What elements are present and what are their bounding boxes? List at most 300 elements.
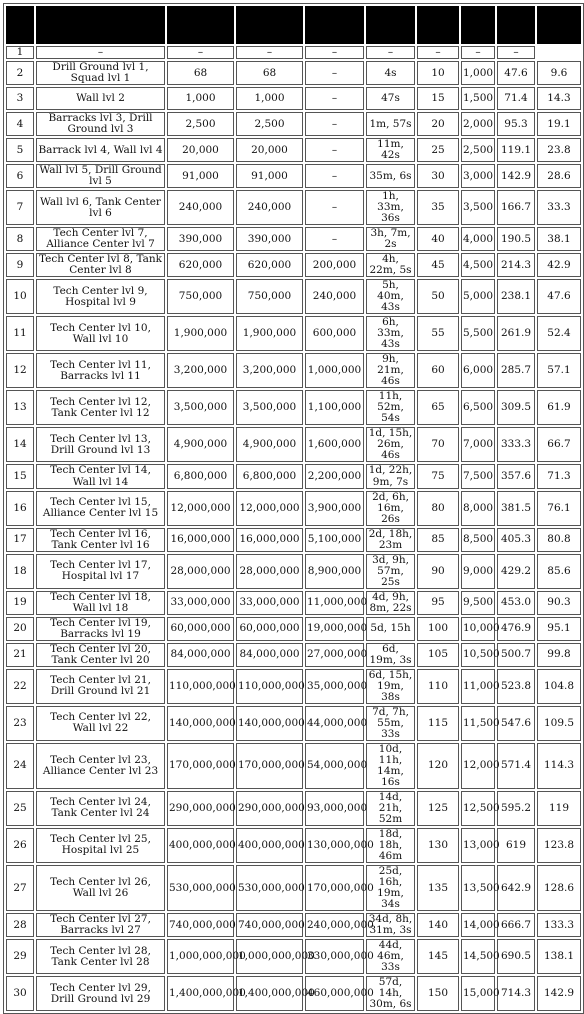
- cell-stat-2: 8,500: [461, 528, 495, 552]
- cell-resource-3: 44,000,000: [305, 706, 364, 741]
- cell-requirements: Tech Center lvl 7, Alliance Center lvl 7: [36, 227, 165, 251]
- cell-requirements: Tech Center lvl 20, Tank Center lvl 20: [36, 643, 165, 667]
- cell-stat-1: 120: [417, 743, 459, 789]
- cell-resource-3: 170,000,000: [305, 865, 364, 911]
- cell-resource-1: –: [167, 46, 234, 59]
- cell-time: 7d, 7h, 55m, 33s: [366, 706, 415, 741]
- cell-resource-3: 93,000,000: [305, 791, 364, 826]
- cell-resource-1: 290,000,000: [167, 791, 234, 826]
- cell-stat-2: 14,500: [461, 939, 495, 974]
- table-row: [6, 190, 581, 225]
- cell-stat-2: 11,000: [461, 669, 495, 704]
- cell-time: 10d, 11h, 14m, 16s: [366, 743, 415, 789]
- cell-stat-4: 133.3: [537, 913, 581, 937]
- cell-level: 2: [6, 61, 34, 85]
- cell-requirements: Barrack lvl 4, Wall lvl 4: [36, 138, 165, 162]
- header-cell-resource-3: [305, 6, 364, 44]
- cell-stat-4: 114.3: [537, 743, 581, 789]
- cell-resource-3: –: [305, 138, 364, 162]
- cell-stat-4: 138.1: [537, 939, 581, 974]
- cell-stat-1: 40: [417, 227, 459, 251]
- cell-resource-1: 1,000,000,000: [167, 939, 234, 974]
- cell-requirements: Tech Center lvl 16, Tank Center lvl 16: [36, 528, 165, 552]
- cell-level: 12: [6, 353, 34, 388]
- cell-time: –: [366, 46, 415, 59]
- cell-time: 4s: [366, 61, 415, 85]
- cell-resource-1: 4,900,000: [167, 427, 234, 462]
- cell-stat-4: 14.3: [537, 87, 581, 110]
- cell-resource-1: 84,000,000: [167, 643, 234, 667]
- cell-level: 17: [6, 528, 34, 552]
- cell-time: 6d, 19m, 3s: [366, 643, 415, 667]
- cell-stat-3: 214.3: [497, 253, 535, 277]
- cell-stat-1: 50: [417, 279, 459, 314]
- cell-stat-4: 47.6: [537, 279, 581, 314]
- cell-stat-4: 38.1: [537, 227, 581, 251]
- cell-time: 14d, 21h, 52m: [366, 791, 415, 826]
- cell-resource-3: 240,000,000: [305, 913, 364, 937]
- cell-resource-2: 530,000,000: [236, 865, 303, 911]
- cell-resource-3: –: [305, 112, 364, 136]
- table-row: [6, 253, 581, 277]
- table-row: [6, 865, 581, 911]
- cell-resource-3: –: [305, 164, 364, 188]
- cell-requirements: Wall lvl 6, Tank Center lvl 6: [36, 190, 165, 225]
- cell-stat-1: 60: [417, 353, 459, 388]
- cell-stat-2: 7,000: [461, 427, 495, 462]
- cell-level: 3: [6, 87, 34, 110]
- cell-requirements: Tech Center lvl 13, Drill Ground lvl 13: [36, 427, 165, 462]
- cell-stat-4: 28.6: [537, 164, 581, 188]
- cell-resource-3: –: [305, 190, 364, 225]
- table-row: [6, 828, 581, 863]
- cell-resource-1: 3,500,000: [167, 390, 234, 425]
- cell-resource-3: –: [305, 46, 364, 59]
- cell-resource-2: 1,400,000,000: [236, 976, 303, 1011]
- cell-stat-2: 3,500: [461, 190, 495, 225]
- cell-level: 18: [6, 554, 34, 589]
- table-row: [6, 46, 581, 59]
- cell-level: 4: [6, 112, 34, 136]
- table-row: [6, 976, 581, 1011]
- cell-stat-4: 57.1: [537, 353, 581, 388]
- table-row: [6, 464, 581, 488]
- table-row: [6, 669, 581, 704]
- cell-resource-1: 1,400,000,000: [167, 976, 234, 1011]
- table-row: [6, 591, 581, 615]
- cell-requirements: Tech Center lvl 12, Tank Center lvl 12: [36, 390, 165, 425]
- header-cell-stat-1: [417, 6, 459, 44]
- cell-stat-1: 95: [417, 591, 459, 615]
- cell-resource-2: 750,000: [236, 279, 303, 314]
- header-cell-requirements: [36, 6, 165, 44]
- cell-level: 29: [6, 939, 34, 974]
- cell-stat-3: 261.9: [497, 316, 535, 351]
- cell-level: 30: [6, 976, 34, 1011]
- cell-level: 7: [6, 190, 34, 225]
- cell-level: 8: [6, 227, 34, 251]
- header-cell-time: [366, 6, 415, 44]
- cell-level: 10: [6, 279, 34, 314]
- cell-requirements: Tech Center lvl 22, Wall lvl 22: [36, 706, 165, 741]
- cell-resource-1: 750,000: [167, 279, 234, 314]
- header-cell-stat-4: [537, 6, 581, 44]
- cell-stat-4: 85.6: [537, 554, 581, 589]
- cell-stat-1: 20: [417, 112, 459, 136]
- cell-resource-1: 28,000,000: [167, 554, 234, 589]
- cell-stat-1: 15: [417, 87, 459, 110]
- cell-stat-4: 99.8: [537, 643, 581, 667]
- table-row: [6, 617, 581, 641]
- cell-requirements: Barracks lvl 3, Drill Ground lvl 3: [36, 112, 165, 136]
- cell-time: 1h, 33m, 36s: [366, 190, 415, 225]
- cell-resource-3: 27,000,000: [305, 643, 364, 667]
- cell-resource-3: 1,000,000: [305, 353, 364, 388]
- cell-stat-1: 10: [417, 61, 459, 85]
- cell-level: 19: [6, 591, 34, 615]
- table-row: [6, 528, 581, 552]
- cell-stat-1: –: [417, 46, 459, 59]
- cell-resource-3: 19,000,000: [305, 617, 364, 641]
- cell-resource-1: 740,000,000: [167, 913, 234, 937]
- cell-level: 6: [6, 164, 34, 188]
- cell-stat-4: 123.8: [537, 828, 581, 863]
- table-row: [6, 61, 581, 85]
- cell-time: 4h, 22m, 5s: [366, 253, 415, 277]
- cell-stat-3: 500.7: [497, 643, 535, 667]
- cell-resource-2: 400,000,000: [236, 828, 303, 863]
- cell-resource-1: 140,000,000: [167, 706, 234, 741]
- cell-time: 1d, 15h, 26m, 46s: [366, 427, 415, 462]
- cell-time: 57d, 14h, 30m, 6s: [366, 976, 415, 1011]
- cell-resource-2: 91,000: [236, 164, 303, 188]
- cell-stat-4: 42.9: [537, 253, 581, 277]
- cell-stat-3: 381.5: [497, 491, 535, 526]
- cell-resource-3: 54,000,000: [305, 743, 364, 789]
- cell-stat-1: 150: [417, 976, 459, 1011]
- cell-level: 13: [6, 390, 34, 425]
- cell-requirements: Tech Center lvl 18, Wall lvl 18: [36, 591, 165, 615]
- cell-stat-1: 25: [417, 138, 459, 162]
- header-cell-stat-3: [497, 6, 535, 44]
- cell-stat-1: 55: [417, 316, 459, 351]
- cell-time: 6d, 15h, 19m, 38s: [366, 669, 415, 704]
- cell-requirements: Drill Ground lvl 1, Squad lvl 1: [36, 61, 165, 85]
- cell-stat-4: 142.9: [537, 976, 581, 1011]
- cell-stat-2: 12,000: [461, 743, 495, 789]
- cell-time: 47s: [366, 87, 415, 110]
- cell-requirements: Tech Center lvl 24, Tank Center lvl 24: [36, 791, 165, 826]
- cell-stat-4: 61.9: [537, 390, 581, 425]
- cell-stat-4: 109.5: [537, 706, 581, 741]
- cell-stat-3: 595.2: [497, 791, 535, 826]
- cell-resource-1: 240,000: [167, 190, 234, 225]
- table-row: [6, 390, 581, 425]
- cell-resource-3: 11,000,000: [305, 591, 364, 615]
- cell-stat-3: 47.6: [497, 61, 535, 85]
- cell-stat-3: 476.9: [497, 617, 535, 641]
- cell-resource-3: 1,100,000: [305, 390, 364, 425]
- cell-stat-3: 95.3: [497, 112, 535, 136]
- cell-stat-2: 6,000: [461, 353, 495, 388]
- cell-time: 11m, 42s: [366, 138, 415, 162]
- cell-resource-3: 3,900,000: [305, 491, 364, 526]
- cell-time: 3h, 7m, 2s: [366, 227, 415, 251]
- cell-stat-4: 33.3: [537, 190, 581, 225]
- cell-stat-3: 547.6: [497, 706, 535, 741]
- cell-resource-1: 12,000,000: [167, 491, 234, 526]
- cell-resource-1: 91,000: [167, 164, 234, 188]
- cell-requirements: Tech Center lvl 17, Hospital lvl 17: [36, 554, 165, 589]
- cell-resource-2: 290,000,000: [236, 791, 303, 826]
- cell-level: 5: [6, 138, 34, 162]
- header-cell-stat-2: [461, 6, 495, 44]
- cell-level: 23: [6, 706, 34, 741]
- cell-resource-2: 110,000,000: [236, 669, 303, 704]
- cell-resource-3: 130,000,000: [305, 828, 364, 863]
- cell-requirements: Wall lvl 2: [36, 87, 165, 110]
- cell-stat-1: 70: [417, 427, 459, 462]
- cell-resource-2: 4,900,000: [236, 427, 303, 462]
- cell-stat-2: 12,500: [461, 791, 495, 826]
- cell-stat-3: 238.1: [497, 279, 535, 314]
- cell-resource-1: 20,000: [167, 138, 234, 162]
- cell-stat-4: 66.7: [537, 427, 581, 462]
- cell-resource-2: –: [236, 46, 303, 59]
- table-row: [6, 913, 581, 937]
- table-row: [6, 939, 581, 974]
- cell-resource-1: 110,000,000: [167, 669, 234, 704]
- cell-stat-2: 5,000: [461, 279, 495, 314]
- cell-requirements: –: [36, 46, 165, 59]
- cell-stat-3: 453.0: [497, 591, 535, 615]
- cell-requirements: Tech Center lvl 10, Wall lvl 10: [36, 316, 165, 351]
- cell-resource-2: 620,000: [236, 253, 303, 277]
- cell-stat-3: 571.4: [497, 743, 535, 789]
- cell-requirements: Tech Center lvl 8, Tank Center lvl 8: [36, 253, 165, 277]
- cell-stat-2: 7,500: [461, 464, 495, 488]
- cell-resource-2: 1,000: [236, 87, 303, 110]
- cell-resource-2: 170,000,000: [236, 743, 303, 789]
- cell-resource-1: 1,000: [167, 87, 234, 110]
- cell-resource-1: 1,900,000: [167, 316, 234, 351]
- cell-stat-1: 30: [417, 164, 459, 188]
- cell-resource-2: 28,000,000: [236, 554, 303, 589]
- cell-stat-2: 1,500: [461, 87, 495, 110]
- cell-stat-1: 140: [417, 913, 459, 937]
- cell-stat-2: 14,000: [461, 913, 495, 937]
- cell-time: 2d, 6h, 16m, 26s: [366, 491, 415, 526]
- cell-stat-4: 52.4: [537, 316, 581, 351]
- cell-resource-3: 8,900,000: [305, 554, 364, 589]
- cell-level: 9: [6, 253, 34, 277]
- cell-stat-3: 357.6: [497, 464, 535, 488]
- cell-resource-1: 68: [167, 61, 234, 85]
- cell-level: 21: [6, 643, 34, 667]
- cell-stat-1: 110: [417, 669, 459, 704]
- cell-resource-3: 200,000: [305, 253, 364, 277]
- table-row: [6, 164, 581, 188]
- cell-stat-1: 80: [417, 491, 459, 526]
- cell-requirements: Tech Center lvl 26, Wall lvl 26: [36, 865, 165, 911]
- header-cell-level: [6, 6, 34, 44]
- cell-resource-3: –: [305, 227, 364, 251]
- cell-resource-3: –: [305, 61, 364, 85]
- cell-resource-3: 35,000,000: [305, 669, 364, 704]
- cell-stat-3: 71.4: [497, 87, 535, 110]
- table-row: [6, 643, 581, 667]
- cell-time: 9h, 21m, 46s: [366, 353, 415, 388]
- cell-requirements: Tech Center lvl 27, Barracks lvl 27: [36, 913, 165, 937]
- cell-requirements: Tech Center lvl 19, Barracks lvl 19: [36, 617, 165, 641]
- cell-level: 28: [6, 913, 34, 937]
- table-row: [6, 491, 581, 526]
- cell-resource-2: 6,800,000: [236, 464, 303, 488]
- cell-level: 16: [6, 491, 34, 526]
- cell-resource-2: 140,000,000: [236, 706, 303, 741]
- cell-requirements: Tech Center lvl 23, Alliance Center lvl 23: [36, 743, 165, 789]
- table-row: [6, 554, 581, 589]
- table-row: [6, 706, 581, 741]
- cell-time: 11h, 52m, 54s: [366, 390, 415, 425]
- cell-resource-3: 600,000: [305, 316, 364, 351]
- cell-resource-2: 60,000,000: [236, 617, 303, 641]
- cell-resource-2: 33,000,000: [236, 591, 303, 615]
- cell-level: 24: [6, 743, 34, 789]
- cell-resource-2: 3,500,000: [236, 390, 303, 425]
- cell-time: 25d, 16h, 19m, 34s: [366, 865, 415, 911]
- cell-level: 22: [6, 669, 34, 704]
- cell-stat-2: 2,000: [461, 112, 495, 136]
- cell-stat-1: 130: [417, 828, 459, 863]
- cell-time: 34d, 8h, 31m, 3s: [366, 913, 415, 937]
- cell-stat-1: 65: [417, 390, 459, 425]
- table-row: [6, 87, 581, 110]
- table-row: [6, 227, 581, 251]
- cell-stat-4: 104.8: [537, 669, 581, 704]
- cell-time: 5d, 15h: [366, 617, 415, 641]
- cell-stat-2: 10,500: [461, 643, 495, 667]
- cell-resource-2: 390,000: [236, 227, 303, 251]
- cell-resource-2: 240,000: [236, 190, 303, 225]
- cell-requirements: Tech Center lvl 9, Hospital lvl 9: [36, 279, 165, 314]
- cell-requirements: Tech Center lvl 25, Hospital lvl 25: [36, 828, 165, 863]
- cell-stat-3: 666.7: [497, 913, 535, 937]
- cell-stat-2: 1,000: [461, 61, 495, 85]
- cell-stat-4: 9.6: [537, 61, 581, 85]
- cell-stat-4: 119: [537, 791, 581, 826]
- cell-resource-1: 2,500: [167, 112, 234, 136]
- cell-time: 44d, 46m, 33s: [366, 939, 415, 974]
- cell-time: 35m, 6s: [366, 164, 415, 188]
- header-cell-resource-1: [167, 6, 234, 44]
- cell-stat-3: 429.2: [497, 554, 535, 589]
- cell-requirements: Tech Center lvl 15, Alliance Center lvl 15: [36, 491, 165, 526]
- cell-stat-3: 690.5: [497, 939, 535, 974]
- cell-stat-2: 5,500: [461, 316, 495, 351]
- cell-stat-4: 95.1: [537, 617, 581, 641]
- cell-level: 27: [6, 865, 34, 911]
- cell-stat-2: 15,000: [461, 976, 495, 1011]
- cell-stat-4: 76.1: [537, 491, 581, 526]
- cell-stat-4: 128.6: [537, 865, 581, 911]
- cell-level: 20: [6, 617, 34, 641]
- cell-stat-2: 9,000: [461, 554, 495, 589]
- cell-resource-1: 620,000: [167, 253, 234, 277]
- cell-stat-1: 85: [417, 528, 459, 552]
- header-row: [6, 6, 581, 44]
- cell-stat-1: 90: [417, 554, 459, 589]
- cell-stat-2: 6,500: [461, 390, 495, 425]
- cell-stat-3: 619: [497, 828, 535, 863]
- cell-level: 14: [6, 427, 34, 462]
- cell-stat-1: 115: [417, 706, 459, 741]
- table-row: [6, 353, 581, 388]
- cell-time: 6h, 33m, 43s: [366, 316, 415, 351]
- cell-requirements: Tech Center lvl 29, Drill Ground lvl 29: [36, 976, 165, 1011]
- cell-resource-2: 1,000,000,000: [236, 939, 303, 974]
- cell-stat-2: –: [461, 46, 495, 59]
- cell-stat-2: 10,000: [461, 617, 495, 641]
- cell-stat-1: 35: [417, 190, 459, 225]
- cell-resource-3: 5,100,000: [305, 528, 364, 552]
- cell-time: 1d, 22h, 9m, 7s: [366, 464, 415, 488]
- cell-resource-3: 2,200,000: [305, 464, 364, 488]
- cell-stat-2: 4,500: [461, 253, 495, 277]
- cell-resource-1: 390,000: [167, 227, 234, 251]
- cell-level: 1: [6, 46, 34, 59]
- cell-stat-2: 13,000: [461, 828, 495, 863]
- cell-resource-1: 16,000,000: [167, 528, 234, 552]
- cell-stat-3: 309.5: [497, 390, 535, 425]
- table-row: [6, 138, 581, 162]
- cell-resource-1: 33,000,000: [167, 591, 234, 615]
- cell-stat-2: 4,000: [461, 227, 495, 251]
- table-row: [6, 279, 581, 314]
- cell-resource-3: 1,600,000: [305, 427, 364, 462]
- cell-time: 1m, 57s: [366, 112, 415, 136]
- table-row: [6, 791, 581, 826]
- cell-resource-1: 400,000,000: [167, 828, 234, 863]
- table-row: [6, 112, 581, 136]
- cell-stat-1: 45: [417, 253, 459, 277]
- cell-stat-4: 71.3: [537, 464, 581, 488]
- cell-stat-1: 105: [417, 643, 459, 667]
- cell-resource-2: 3,200,000: [236, 353, 303, 388]
- cell-time: 2d, 18h, 23m: [366, 528, 415, 552]
- cell-level: 26: [6, 828, 34, 863]
- cell-level: 25: [6, 791, 34, 826]
- cell-stat-3: 142.9: [497, 164, 535, 188]
- cell-resource-1: 170,000,000: [167, 743, 234, 789]
- cell-resource-1: 6,800,000: [167, 464, 234, 488]
- cell-time: 4d, 9h, 8m, 22s: [366, 591, 415, 615]
- cell-level: 11: [6, 316, 34, 351]
- cell-resource-2: 68: [236, 61, 303, 85]
- cell-resource-2: 2,500: [236, 112, 303, 136]
- cell-stat-3: 285.7: [497, 353, 535, 388]
- cell-stat-3: 166.7: [497, 190, 535, 225]
- header-cell-resource-2: [236, 6, 303, 44]
- cell-stat-1: 125: [417, 791, 459, 826]
- cell-requirements: Tech Center lvl 11, Barracks lvl 11: [36, 353, 165, 388]
- cell-stat-1: 75: [417, 464, 459, 488]
- cell-stat-2: 2,500: [461, 138, 495, 162]
- cell-resource-2: 16,000,000: [236, 528, 303, 552]
- cell-time: 18d, 18h, 46m: [366, 828, 415, 863]
- cell-stat-3: –: [497, 46, 535, 59]
- cell-stat-3: 523.8: [497, 669, 535, 704]
